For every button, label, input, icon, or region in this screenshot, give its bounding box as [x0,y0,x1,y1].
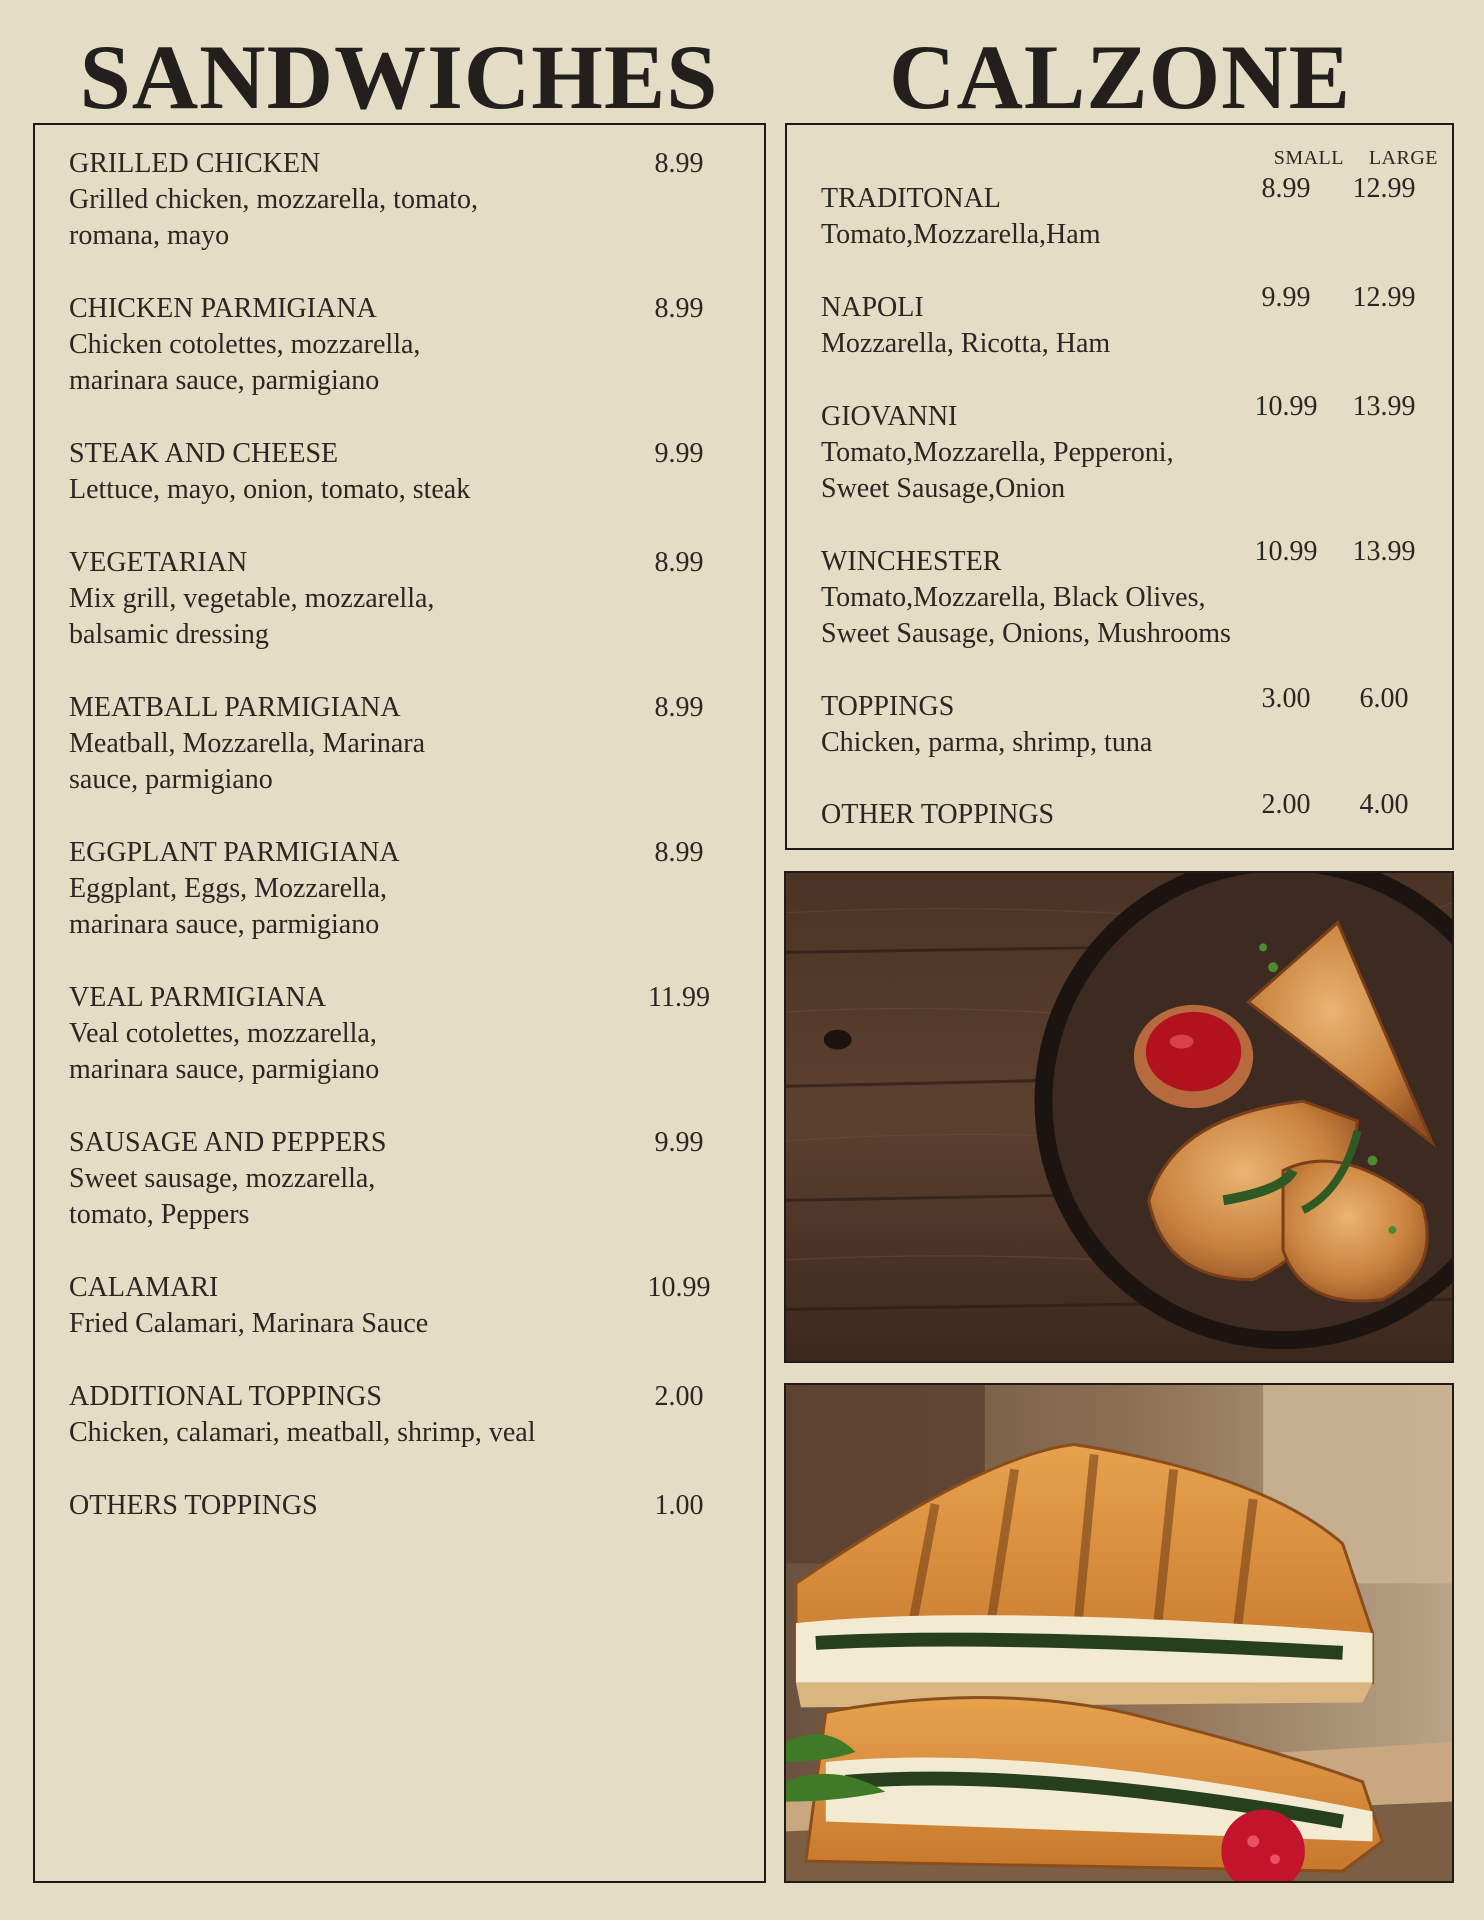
item-name: GIOVANNI [821,401,958,432]
item-name: CALAMARI [69,1272,219,1303]
price-large: 4.00 [1359,789,1409,820]
item-name: OTHER TOPPINGS [821,799,1055,830]
item-description: Tomato,Mozzarella,Ham [821,219,1101,250]
menu-item-vegetarian [69,545,744,653]
price-large: 6.00 [1359,683,1409,714]
menu-item-others-toppings [69,1488,744,1524]
price-large: 12.99 [1352,282,1416,313]
item-name: TRADITONAL [821,183,1001,214]
item-name: CHICKEN PARMIGIANA [69,293,377,324]
item-description: Chicken, calamari, meatball, shrimp, veal [69,1417,536,1448]
calzone-item-other-toppings [821,789,1438,833]
item-description: Sweet sausage, mozzarella, tomato, Peppers [69,1163,376,1230]
item-description: Veal cotolettes, mozzarella, marinara sauce, parmigiano [69,1018,380,1085]
price-small: 9.99 [1261,282,1311,313]
item-price: 8.99 [654,547,704,578]
calzone-item-winchester [821,536,1438,652]
item-description: Eggplant, Eggs, Mozzarella, marinara sauce, parmigiano [69,873,388,940]
item-description: Fried Calamari, Marinara Sauce [69,1308,429,1339]
item-price: 11.99 [648,982,710,1013]
calzone-photo [784,871,1454,1363]
menu-item-veal-parmigiana [69,980,744,1088]
item-price: 8.99 [654,293,704,324]
price-small: 2.00 [1261,789,1311,820]
calzone-item-traditonal [821,173,1438,253]
column-header-small: SMALL [1273,147,1344,169]
item-description: Tomato,Mozzarella, Pepperoni, Sweet Sausage,Onion [821,437,1174,504]
item-price: 8.99 [654,837,704,868]
price-small: 10.99 [1254,391,1318,422]
calzone-image [786,873,1452,1361]
price-large: 13.99 [1352,536,1416,567]
item-name: TOPPINGS [821,691,955,722]
price-small: 8.99 [1261,173,1311,204]
item-description: Mozzarella, Ricotta, Ham [821,328,1111,359]
item-description: Chicken cotolettes, mozzarella, marinara sauce, parmigiano [69,329,421,396]
item-price: 9.99 [654,438,704,469]
item-name: OTHERS TOPPINGS [69,1490,318,1521]
item-price: 8.99 [654,692,704,723]
item-description: Chicken, parma, shrimp, tuna [821,727,1153,758]
price-large: 12.99 [1352,173,1416,204]
item-price: 2.00 [654,1381,704,1412]
item-description: Lettuce, mayo, onion, tomato, steak [69,474,471,505]
menu-item-grilled-chicken [69,146,744,254]
sandwiches-menu-panel [33,123,766,1883]
price-small: 10.99 [1254,536,1318,567]
menu-item-additional-toppings [69,1379,744,1451]
item-name: ADDITIONAL TOPPINGS [69,1381,382,1412]
sandwiches-title: SANDWICHES [79,26,719,128]
sandwich-image [786,1385,1452,1881]
item-description: Tomato,Mozzarella, Black Olives, Sweet Sausage, Onions, Mushrooms [821,582,1231,649]
calzone-item-toppings [821,683,1438,761]
item-price: 9.99 [654,1127,704,1158]
price-small: 3.00 [1261,683,1311,714]
item-name: WINCHESTER [821,546,1002,577]
menu-item-chicken-parmigiana [69,291,744,399]
sandwich-photo [784,1383,1454,1883]
column-header-large: LARGE [1368,147,1438,169]
menu-item-sausage-and-peppers [69,1125,744,1233]
menu-item-meatball-parmigiana [69,690,744,798]
item-name: STEAK AND CHEESE [69,438,339,469]
item-name: MEATBALL PARMIGIANA [69,692,401,723]
item-description: Grilled chicken, mozzarella, tomato, romana, mayo [69,184,478,251]
calzone-menu-panel [785,123,1454,850]
item-name: NAPOLI [821,292,924,323]
menu-item-steak-and-cheese [69,436,744,508]
item-price: 8.99 [654,148,704,179]
item-description: Mix grill, vegetable, mozzarella, balsamic dressing [69,583,435,650]
menu-item-calamari [69,1270,744,1342]
item-name: GRILLED CHICKEN [69,148,321,179]
item-name: EGGPLANT PARMIGIANA [69,837,400,868]
item-price: 10.99 [647,1272,711,1303]
item-name: SAUSAGE AND PEPPERS [69,1127,387,1158]
item-price: 1.00 [654,1490,704,1521]
item-description: Meatball, Mozzarella, Marinara sauce, parmigiano [69,728,426,795]
item-name: VEAL PARMIGIANA [69,982,326,1013]
item-name: VEGETARIAN [69,547,248,578]
calzone-item-napoli [821,282,1438,362]
calzone-title: CALZONE [889,26,1351,128]
price-large: 13.99 [1352,391,1416,422]
menu-item-eggplant-parmigiana [69,835,744,943]
calzone-item-giovanni [821,391,1438,507]
